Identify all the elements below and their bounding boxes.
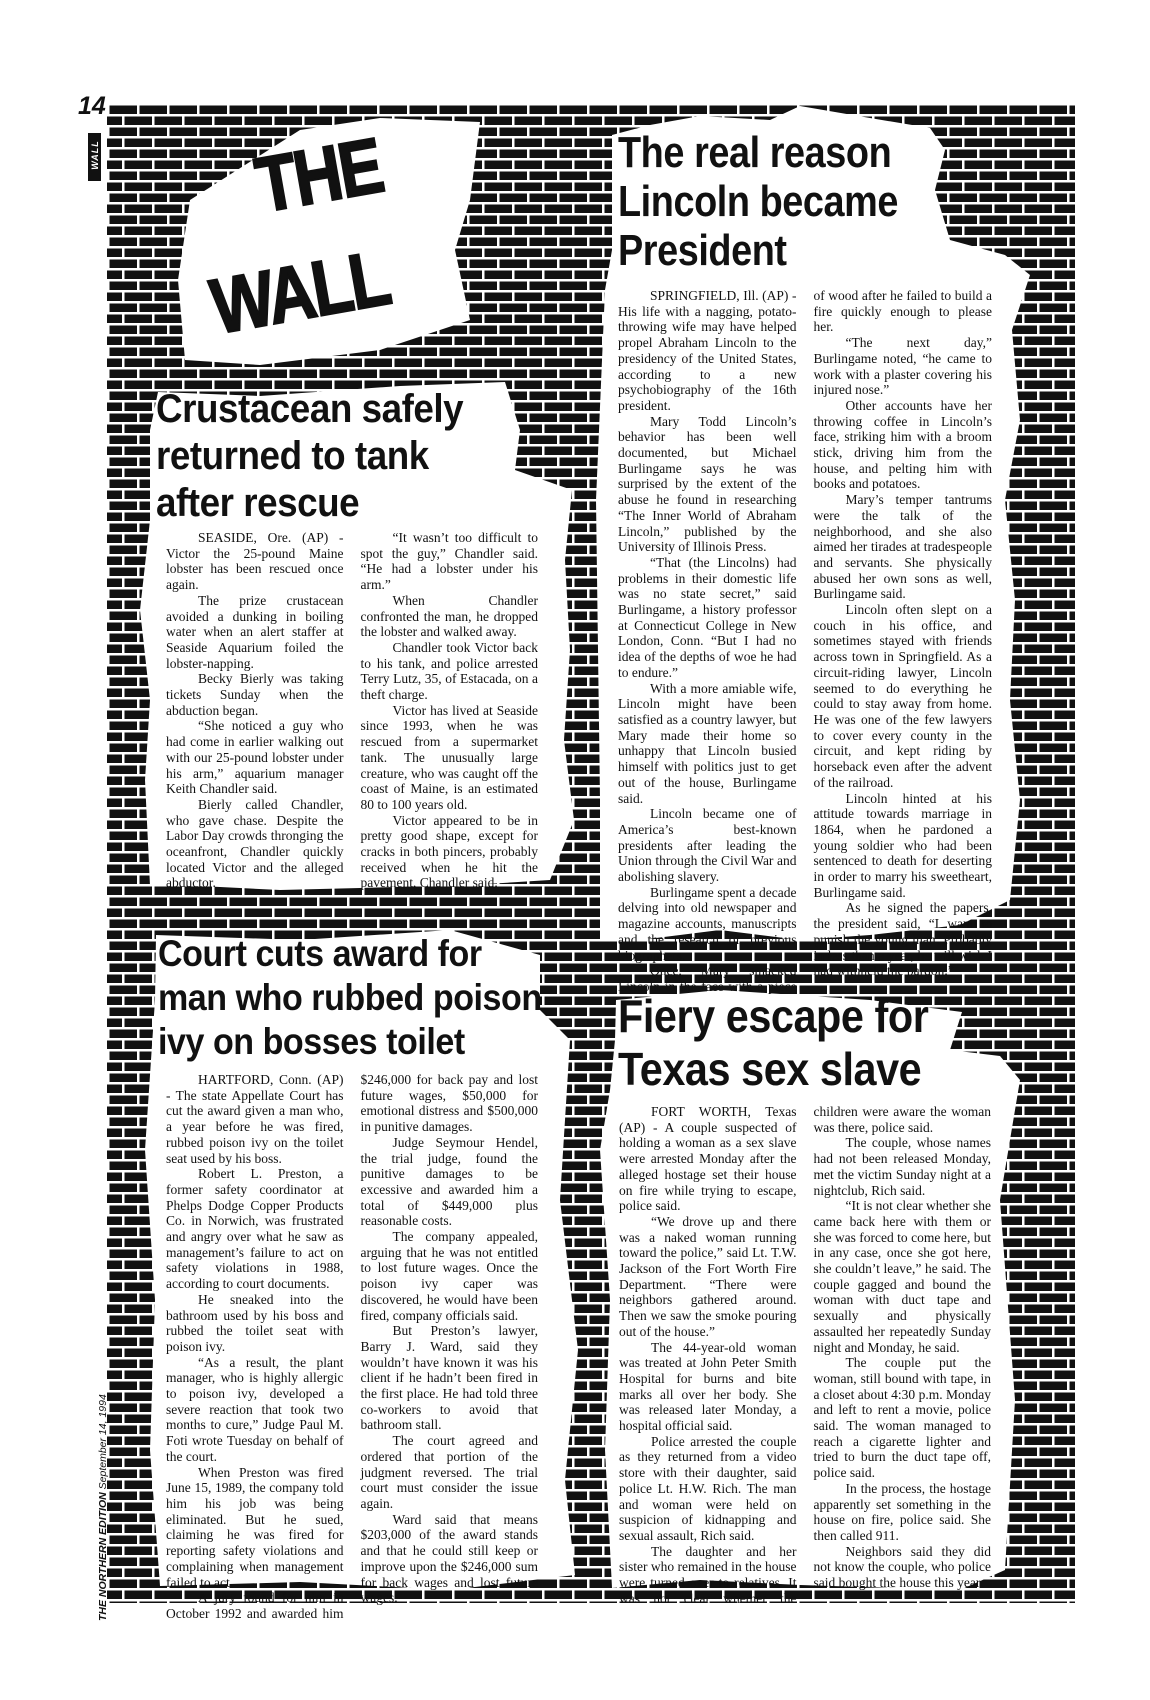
article-paragraph: Other accounts have her throwing coffee in Lincoln’s face, striking him with a broom stick, driving him from the house, and pelting him with books and potatoes.	[813, 397, 992, 492]
court-article-body	[166, 1072, 538, 1622]
article-paragraph: The couple put the woman, still bound with tape, in a closet about 4:30 p.m. Monday and left to rent a movie, police said. The woman managed to reach a cigarette lighter and tried to burn the duct tape off, police said.	[813, 1355, 991, 1481]
headline-line: Court cuts award for	[158, 933, 482, 974]
article-paragraph: The 44-year-old woman was treated at John Peter Smith Hospital for burns and bite marks all over her body. She was released later Monday, a hospital official said.	[619, 1339, 797, 1434]
edition-date: September 14, 1994	[97, 1394, 109, 1490]
article-paragraph: As he signed the papers, the president said, “I want to punish the young man. Probably in less than a year, he will wish I had withheld the pardon.”	[813, 900, 992, 979]
article-paragraph: SPRINGFIELD, Ill. (AP) - His life with a nagging, potato-throwing wife may have helped propel Abraham Lincoln to the presidency of the United States, according to a new psychobiography of the 16th president.	[618, 288, 797, 413]
article-paragraph: Mary’s temper tantrums were the talk of the neighborhood, and she also aimed her tirades at tradespeople and servants. She physically abused her own sons as well, Burlingame said.	[813, 492, 992, 602]
article-paragraph: “That (the Lincolns) had problems in their domestic life was no state secret,” said Burlingame, a history professor at Connecticut College in New London, Conn. “But I had no idea of the depths of woe he had to endure.”	[618, 554, 797, 680]
article-paragraph: SEASIDE, Ore. (AP) - Victor the 25-pound Maine lobster has been rescued once again.	[166, 530, 344, 593]
edition-line	[97, 1391, 109, 1621]
article-paragraph: When Preston was fired June 15, 1989, the company told him his job was being eliminated. But he sued, claiming he was fired for reporting safety violations and complaining when management failed to act.	[166, 1464, 344, 1590]
article-paragraph: Becky Bierly was taking tickets Sunday when the abduction began.	[166, 671, 344, 718]
headline-line: Fiery escape for	[618, 990, 929, 1042]
article-paragraph: Robert L. Preston, a former safety coordinator at Phelps Dodge Copper Products Co. in Norwich, was frustrated and angry over what he saw as management’s failure to act on safety violations in 1988, according to court documents.	[166, 1166, 344, 1292]
article-paragraph: Lincoln hinted at his attitude towards marriage in 1864, when he pardoned a young soldier who had been sentenced to death for deserting in order to marry his sweetheart, Burlingame said.	[813, 790, 992, 900]
section-tab-label: WALL	[90, 140, 100, 170]
article-paragraph: “The next day,” Burlingame noted, “he came to work with a plaster covering his injured nose.”	[813, 335, 992, 398]
article-paragraph: Burlingame spent a decade delving into old newspaper and magazine accounts, manuscripts and the research of previous biographers.	[618, 884, 797, 963]
headline-line: man who rubbed poison	[158, 977, 542, 1018]
article-paragraph: A jury found for him in October 1992 and awarded him $246,000 for back pay and lost future wages, $50,000 for emotional distress and $500,000 in punitive damages.	[166, 1072, 538, 1621]
headline-line: Texas sex slave	[618, 1043, 922, 1095]
article-paragraph: Lincoln often slept on a couch in his office, and sometimes stayed with friends across town in Springfield. As a circuit-riding lawyer, Lincoln seemed to do everything he could to stay away from home. He was one of the few lawyers to cover every county in the circuit, and kept riding by horseback even after the advent of the railroad.	[813, 602, 992, 790]
page-number: 14	[78, 92, 106, 120]
headline-line: President	[618, 226, 787, 275]
article-paragraph: Chandler took Victor back to his tank, and police arrested Terry Lutz, 35, of Estacada, on a theft charge.	[360, 639, 538, 703]
article-paragraph: Bierly called Chandler, who gave chase. Despite the Labor Day crowds thronging the oceanfront, Chandler quickly located Victor and the alleged abductor.	[166, 796, 344, 891]
article-paragraph: “As a result, the plant manager, who is highly allergic to poison ivy, developed a severe reaction that took two months to cure,” Judge Paul M. Foti wrote Tuesday on behalf of the court.	[166, 1354, 344, 1464]
article-paragraph: The company appealed, arguing that he was not entitled to lost future wages. Once the poison ivy caper was discovered, he would have been fired, company officials said.	[360, 1229, 538, 1323]
article-paragraph: When Chandler confronted the man, he dropped the lobster and walked away.	[360, 592, 538, 640]
article-paragraph: In the process, the hostage apparently set something in the house on fire, police said. She then called 911.	[813, 1480, 991, 1543]
crustacean-headline	[156, 386, 490, 527]
court-headline	[158, 932, 575, 1064]
article-paragraph: Once, Mary smacked Lincoln in the face with a piece of wood after he failed to build a fire quickly enough to please her.	[618, 288, 992, 994]
headline-line: ivy on bosses toilet	[158, 1021, 465, 1062]
logo-line-2: WALL	[204, 233, 395, 351]
article-paragraph: But Preston’s lawyer, Barry J. Ward, said they wouldn’t have known it was his client if he hadn’t been fired in the first place. He had told three co-workers to avoid that bathroom stall.	[360, 1323, 538, 1433]
article-paragraph: Lincoln became one of America’s best-known presidents after leading the Union through the Civil War and abolishing slavery.	[618, 806, 797, 885]
article-paragraph: Victor appeared to be in pretty good shape, except for cracks in both pincers, probably received when he hit the pavement, Chandler said.	[360, 812, 538, 891]
article-paragraph: Neighbors said they did not know the couple, who police said bought the house this year.	[813, 1543, 991, 1591]
headline-line: after rescue	[156, 481, 360, 525]
crustacean-article-body	[166, 530, 538, 891]
fiery-article-body	[619, 1104, 991, 1607]
article-paragraph: Victor has lived at Seaside since 1993, when he was rescued from a supermarket tank. The unusually large creature, who was caught off the coast of Maine, is an estimated 80 to 100 years old.	[360, 702, 538, 812]
logo-line-1: THE	[249, 120, 388, 230]
article-paragraph: “It is not clear whether she came back here with them or she was forced to come here, but in any case, once she got here, she couldn’t leave,” he said. The couple gagged and bound the woman with duct tape and sexually and physically assaulted her repeatedly Sunday night and Monday, he said.	[813, 1198, 991, 1355]
headline-line: Lincoln became	[618, 177, 898, 226]
article-paragraph: “It wasn’t too difficult to spot the guy,” Chandler said. “He had a lobster under his arm.”	[360, 530, 538, 593]
article-paragraph: The prize crustacean avoided a dunking in boiling water when an alert staffer at Seaside Aquarium foiled the lobster-napping.	[166, 592, 344, 671]
article-paragraph: The daughter and her sister who remained in the house were turned over to relatives. It was not clear whether the children were aware the woman was there, police said.	[619, 1104, 991, 1606]
article-paragraph: With a more amiable wife, Lincoln might have been satisfied as a country lawyer, but Mary made their home so unhappy that Lincoln busied himself with politics just to get out of the house, Burlingame said.	[618, 680, 797, 806]
article-paragraph: Ward said that means $203,000 of the award stands and that he could still keep or improve upon the $246,000 sum for back wages and lost future wages.	[360, 1511, 538, 1606]
article-paragraph: FORT WORTH, Texas (AP) - A couple suspected of holding a woman as a sex slave were arrested Monday after the alleged hostage set their house on fire while trying to escape, police said.	[619, 1104, 797, 1214]
headline-line: Crustacean safely	[156, 387, 464, 431]
edition-name: THE NORTHERN EDITION	[97, 1492, 109, 1621]
lincoln-article-body	[618, 288, 992, 995]
lincoln-headline	[618, 128, 944, 275]
section-tab	[88, 133, 101, 181]
article-paragraph: “We drove up and there was a naked woman running toward the police,” said Lt. T.W. Jackson of the Fort Worth Fire Department. “There were neighbors gathered around. Then we saw the smoke pouring out of the house.”	[619, 1213, 797, 1339]
article-paragraph: He sneaked into the bathroom used by his boss and rubbed the toilet seat with poison ivy.	[166, 1291, 344, 1354]
fiery-headline	[618, 990, 963, 1096]
headline-line: The real reason	[618, 128, 892, 177]
article-paragraph: HARTFORD, Conn. (AP) - The state Appellate Court has cut the award given a man who, a year before he was fired, rubbed poison ivy on the toilet seat used by his boss.	[166, 1072, 344, 1166]
article-paragraph: Mary Todd Lincoln’s behavior has been well documented, but Michael Burlingame says he was surprised by the extent of the abuse he found in researching “The Inner World of Abraham Lincoln,” published by the University of Illinois Press.	[618, 413, 797, 555]
article-paragraph: The couple, whose names had not been released Monday, met the victim Sunday night at a nightclub, Rich said.	[813, 1135, 991, 1198]
article-paragraph: Judge Seymour Hendel, the trial judge, found the punitive damages to be excessive and awarded him a total of $449,000 plus reasonable costs.	[360, 1134, 538, 1229]
article-paragraph: The court agreed and ordered that portion of the judgment reversed. The trial court must consider the issue again.	[360, 1433, 538, 1511]
article-paragraph: “She noticed a guy who had come in earlier walking out with our 25-pound lobster under his arm,” aquarium manager Keith Chandler said.	[166, 718, 344, 797]
article-paragraph: Police arrested the couple as they returned from a video store with their daughter, said police Lt. H.W. Rich. The man and woman were held on suspicion of kidnapping and sexual assault, Rich said.	[619, 1433, 797, 1543]
headline-line: returned to tank	[156, 434, 429, 478]
